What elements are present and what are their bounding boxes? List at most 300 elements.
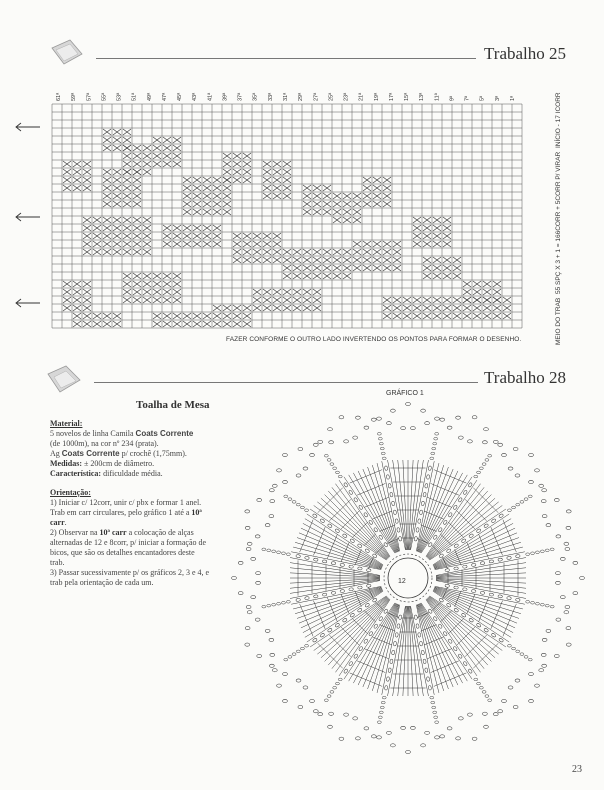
stitch-line [435, 547, 523, 569]
chain-stitch [482, 691, 486, 694]
chain-stitch [267, 549, 271, 552]
chart-cross [383, 193, 391, 199]
picot-stitch [247, 611, 252, 614]
chart-cross [263, 297, 271, 303]
picot-stitch [296, 474, 301, 477]
center-ring [388, 558, 428, 598]
chart-cross [223, 321, 231, 327]
chain-stitch [469, 533, 474, 538]
chart-cross [473, 289, 481, 295]
chart-cross [123, 249, 131, 255]
picot-stitch [482, 441, 487, 444]
chart-cross [263, 193, 271, 199]
column-label: 45ª [177, 92, 184, 101]
chart-cross [433, 273, 441, 279]
picot-stitch [356, 737, 361, 740]
chain-stitch [454, 586, 459, 590]
chart-cross [373, 201, 381, 207]
stitch-line [363, 604, 397, 687]
chain-stitch [476, 623, 481, 628]
filet-chart [48, 86, 568, 356]
orientation-heading: Orientação: [50, 488, 91, 497]
picot-stitch [425, 731, 430, 734]
chart-cross [103, 169, 111, 175]
chart-cross [173, 225, 181, 231]
chart-cross [373, 249, 381, 255]
chart-cross [143, 161, 151, 167]
stitch-line [435, 587, 523, 609]
chart-cross [213, 305, 221, 311]
chart-cross [153, 297, 161, 303]
chart-cross [373, 185, 381, 191]
chain-stitch [338, 475, 342, 478]
chart-cross [293, 265, 301, 271]
chart-cross [143, 289, 151, 295]
picot-stitch [440, 418, 445, 421]
chart-cross [423, 305, 431, 311]
chain-stitch [545, 604, 549, 607]
chart-cross [173, 137, 181, 143]
chart-cross [73, 289, 81, 295]
chain-stitch [335, 682, 339, 685]
chart-cross [103, 225, 111, 231]
chart-cross [413, 313, 421, 319]
chart-cross [113, 249, 121, 255]
chart-cross [423, 217, 431, 223]
stitch-line [420, 473, 463, 553]
chart-cross [363, 193, 371, 199]
chart-cross [63, 281, 71, 287]
picot-stitch [458, 436, 463, 439]
chain-stitch [281, 552, 285, 555]
chain-stitch [305, 596, 310, 600]
chart-cross [293, 249, 301, 255]
chart-cross [73, 297, 81, 303]
chain-stitch [397, 624, 401, 629]
chain-stitch [379, 442, 383, 445]
picot-stitch [329, 712, 334, 715]
step-2: 2) Observar na [50, 528, 98, 537]
chain-stitch [516, 650, 520, 653]
material-line: 5 novelos de linha Camila [50, 429, 134, 438]
picot-stitch [303, 467, 308, 470]
chart-cross [73, 281, 81, 287]
chart-cross [253, 257, 261, 263]
chart-cross [153, 273, 161, 279]
chart-cross [93, 241, 101, 247]
picot-stitch [377, 736, 382, 739]
chart-cross [73, 185, 81, 191]
picot-stitch [406, 402, 411, 405]
chart-cross [203, 193, 211, 199]
chart-caption: FAZER CONFORME O OUTRO LADO INVERTENDO OS PONTOS PARA FORMAR O DESENHO. [226, 336, 522, 343]
chart-cross [83, 249, 91, 255]
chart-cross [403, 305, 411, 311]
picot-stitch [502, 699, 507, 702]
chart-cross [413, 297, 421, 303]
stitch-line [434, 589, 517, 623]
chain-stitch [296, 554, 301, 558]
chain-stitch [313, 595, 318, 599]
chart-cross [73, 321, 81, 327]
stitch-line [403, 606, 407, 696]
stitch-bar [431, 483, 459, 495]
chain-stitch [507, 509, 511, 512]
chart-cross [133, 201, 141, 207]
picot-stitch [310, 453, 315, 456]
chain-stitch [443, 631, 448, 636]
chain-stitch [378, 616, 383, 621]
stitch-line [433, 523, 513, 566]
chart-cross [83, 281, 91, 287]
chain-stitch [419, 510, 423, 515]
chart-cross [233, 153, 241, 159]
chart-cross [113, 177, 121, 183]
chain-stitch [296, 503, 300, 506]
chart-cross [213, 201, 221, 207]
chain-stitch [485, 695, 489, 698]
page-number: 23 [572, 764, 582, 775]
chart-cross [283, 249, 291, 255]
chain-stitch [479, 467, 483, 470]
chart-cross [143, 217, 151, 223]
chart-cross [443, 257, 451, 263]
chart-cross [73, 177, 81, 183]
chart-cross [273, 185, 281, 191]
chain-stitch [416, 528, 420, 533]
chart-cross [123, 177, 131, 183]
chart-cross [463, 289, 471, 295]
chain-stitch [458, 497, 463, 502]
chart-cross [363, 201, 371, 207]
doily-diagram [228, 396, 590, 762]
chain-stitch [342, 618, 347, 623]
chart-cross [203, 321, 211, 327]
stitch-line [290, 558, 380, 576]
stitch-line [303, 590, 383, 633]
chart-cross [193, 201, 201, 207]
chart-cross [123, 297, 131, 303]
page-title-trabalho-25: Trabalho 25 [484, 44, 567, 63]
chart-cross [413, 241, 421, 247]
picot-stitch [556, 618, 561, 621]
stitch-line [419, 604, 453, 687]
chain-stitch [348, 661, 353, 666]
chain-stitch [540, 550, 544, 553]
picot-stitch [339, 416, 344, 419]
chart-cross [453, 305, 461, 311]
picot-stitch [329, 441, 334, 444]
chart-cross [63, 289, 71, 295]
chain-stitch [365, 603, 370, 608]
picot-stitch [246, 605, 251, 608]
picot-stitch [387, 731, 392, 734]
stitch-line [436, 568, 526, 577]
chart-cross [143, 241, 151, 247]
chart-cross [193, 177, 201, 183]
picot-stitch [356, 416, 361, 419]
chart-cross [243, 161, 251, 167]
needle-brand: Coats Corrente [61, 449, 120, 458]
picot-stitch [377, 417, 382, 420]
stitch-line [436, 579, 526, 588]
chart-cross [213, 225, 221, 231]
chain-stitch [488, 454, 492, 457]
chart-column-labels [55, 92, 516, 101]
chart-cross [243, 257, 251, 263]
picot-stitch [482, 712, 487, 715]
chart-cross [283, 289, 291, 295]
stitch-line [436, 579, 526, 583]
chart-cross [283, 257, 291, 263]
chart-cross [223, 153, 231, 159]
picot-stitch [255, 535, 260, 538]
chart-cross [103, 201, 111, 207]
chart-cross [63, 161, 71, 167]
picot-stitch [472, 416, 477, 419]
chain-stitch [462, 588, 467, 592]
chart-cross [233, 169, 241, 175]
chain-stitch [453, 505, 458, 510]
chart-cross [163, 313, 171, 319]
chart-cross [163, 161, 171, 167]
column-label: 15ª [404, 92, 411, 101]
chart-cross [413, 217, 421, 223]
chain-stitch [358, 505, 363, 510]
chain-stitch [535, 602, 539, 605]
chain-stitch [277, 551, 281, 554]
chart-cross [173, 153, 181, 159]
chain-stitch [305, 509, 309, 512]
chart-cross [493, 281, 501, 287]
chain-stitch [391, 650, 395, 655]
stitch-bar [364, 497, 388, 507]
chart-cross [193, 241, 201, 247]
picot-stitch [502, 453, 507, 456]
chart-cross [413, 305, 421, 311]
column-label: 35ª [252, 92, 259, 101]
chain-stitch [292, 653, 296, 656]
chain-stitch [453, 646, 458, 651]
chart-cross [113, 185, 121, 191]
chain-stitch [357, 543, 362, 548]
chain-stitch [433, 616, 438, 621]
picot-stitch [245, 626, 250, 629]
stitch-line [353, 603, 396, 683]
chart-cross [383, 249, 391, 255]
chart-cross [393, 257, 401, 263]
chart-cross [223, 169, 231, 175]
stitch-bar [479, 597, 489, 621]
stitch-line [293, 587, 381, 609]
chain-stitch [431, 701, 435, 704]
size-value: ± 200cm de diâmetro. [84, 459, 155, 468]
stitch-line [436, 573, 526, 577]
chart-cross [473, 297, 481, 303]
chain-stitch [489, 593, 494, 597]
step-2-bold: 10ª carr [99, 528, 127, 537]
picot-stitch [435, 417, 440, 420]
chart-cross [113, 201, 121, 207]
picot-stitch [493, 440, 498, 443]
picot-stitch [565, 605, 570, 608]
chart-cross [423, 241, 431, 247]
picot-stitch [283, 480, 288, 483]
chart-cross [133, 289, 141, 295]
chart-cross [113, 169, 121, 175]
chart-cross [223, 313, 231, 319]
chart-cross [263, 161, 271, 167]
chart-cross [223, 161, 231, 167]
picot-stitch [364, 426, 369, 429]
chart-cross [83, 241, 91, 247]
chart-cross [383, 265, 391, 271]
column-label: 37ª [237, 92, 244, 101]
chart-cross [333, 249, 341, 255]
chain-stitch [340, 563, 345, 567]
chart-cross [243, 233, 251, 239]
chain-stitch [550, 605, 554, 608]
chain-stitch [443, 520, 448, 525]
picot-stitch [508, 686, 513, 689]
column-label: 57ª [86, 92, 93, 101]
picot-stitch [565, 547, 570, 550]
chart-cross [273, 305, 281, 311]
chart-cross [133, 177, 141, 183]
chart-cross [213, 193, 221, 199]
chart-cross [203, 233, 211, 239]
header-rule-top [96, 58, 476, 59]
material-heading: Material: [50, 419, 83, 428]
chart-cross [233, 241, 241, 247]
picot-stitch [556, 535, 561, 538]
chart-cross [223, 177, 231, 183]
chart-cross [313, 273, 321, 279]
chart-cross [373, 241, 381, 247]
chart-cross [173, 145, 181, 151]
chain-stitch [439, 553, 444, 558]
difficulty-label: Característica: [50, 469, 102, 478]
stitch-bar [424, 637, 444, 645]
stitch-line [409, 460, 418, 550]
chain-stitch [383, 609, 388, 614]
picot-stitch [265, 629, 270, 632]
chart-cross [143, 281, 151, 287]
chain-stitch [335, 471, 339, 474]
chart-cross [303, 185, 311, 191]
chart-cross [373, 257, 381, 263]
picot-stitch [421, 744, 426, 747]
chart-cross [303, 209, 311, 215]
chain-stitch [390, 492, 394, 497]
chain-stitch [428, 609, 433, 614]
chain-stitch [438, 624, 443, 629]
chain-stitch [463, 661, 468, 666]
chart-cross [243, 241, 251, 247]
chain-stitch [425, 668, 429, 673]
chain-stitch [528, 495, 532, 498]
picot-stitch [566, 643, 571, 646]
chain-stitch [448, 639, 453, 644]
chart-cross [183, 201, 191, 207]
chain-stitch [438, 527, 443, 532]
chart-cross [283, 297, 291, 303]
chain-stitch [386, 475, 390, 480]
chart-cross [383, 257, 391, 263]
chart-cross [443, 225, 451, 231]
picot-stitch [251, 595, 256, 598]
chart-cross [303, 289, 311, 295]
chain-stitch [267, 604, 271, 607]
chart-cross [203, 225, 211, 231]
chart-cross [123, 185, 131, 191]
chain-stitch [393, 641, 397, 646]
chart-cross [183, 193, 191, 199]
chart-cross [293, 289, 301, 295]
chart-cross [463, 281, 471, 287]
column-label: 43ª [192, 92, 199, 101]
stitch-bar [431, 661, 459, 673]
chart-cross [463, 313, 471, 319]
chain-stitch [281, 601, 285, 604]
chart-cross [73, 305, 81, 311]
chain-stitch [454, 608, 459, 613]
chart-cross [113, 241, 121, 247]
chain-stitch [491, 633, 496, 638]
page-title-trabalho-28: Trabalho 28 [484, 368, 567, 387]
chart-cross [453, 313, 461, 319]
chart-cross [443, 265, 451, 271]
chart-cross [93, 321, 101, 327]
chart-cross [263, 249, 271, 255]
chart-cross [323, 185, 331, 191]
chart-cross [103, 193, 111, 199]
stitch-bar [467, 594, 475, 614]
chart-cross [273, 161, 281, 167]
chain-stitch [479, 686, 483, 689]
chart-cross [203, 209, 211, 215]
stitch-line [290, 573, 380, 577]
column-label: 49ª [146, 92, 153, 101]
chart-grid [52, 104, 522, 328]
chain-stitch [414, 536, 418, 541]
chart-cross [93, 225, 101, 231]
chain-stitch [498, 558, 503, 562]
stitch-bar [372, 511, 392, 519]
chain-stitch [432, 447, 436, 450]
column-label: 47ª [161, 92, 168, 101]
chart-cross [163, 281, 171, 287]
chart-cross [113, 233, 121, 239]
chart-cross [403, 313, 411, 319]
chart-crosses [63, 129, 511, 327]
chart-cross [433, 217, 441, 223]
picot-stitch [425, 422, 430, 425]
chain-stitch [425, 483, 429, 488]
picot-stitch [513, 447, 518, 450]
chain-stitch [531, 552, 535, 555]
chain-stitch [430, 457, 434, 460]
chain-stitch [331, 591, 336, 595]
chart-cross [393, 313, 401, 319]
graph-label: GRÁFICO 1 [386, 390, 424, 397]
chart-cross [253, 297, 261, 303]
chain-stitch [333, 467, 337, 470]
chart-cross [283, 265, 291, 271]
chain-stitch [520, 501, 524, 504]
picot-stitch [556, 581, 561, 584]
chart-cross [213, 321, 221, 327]
